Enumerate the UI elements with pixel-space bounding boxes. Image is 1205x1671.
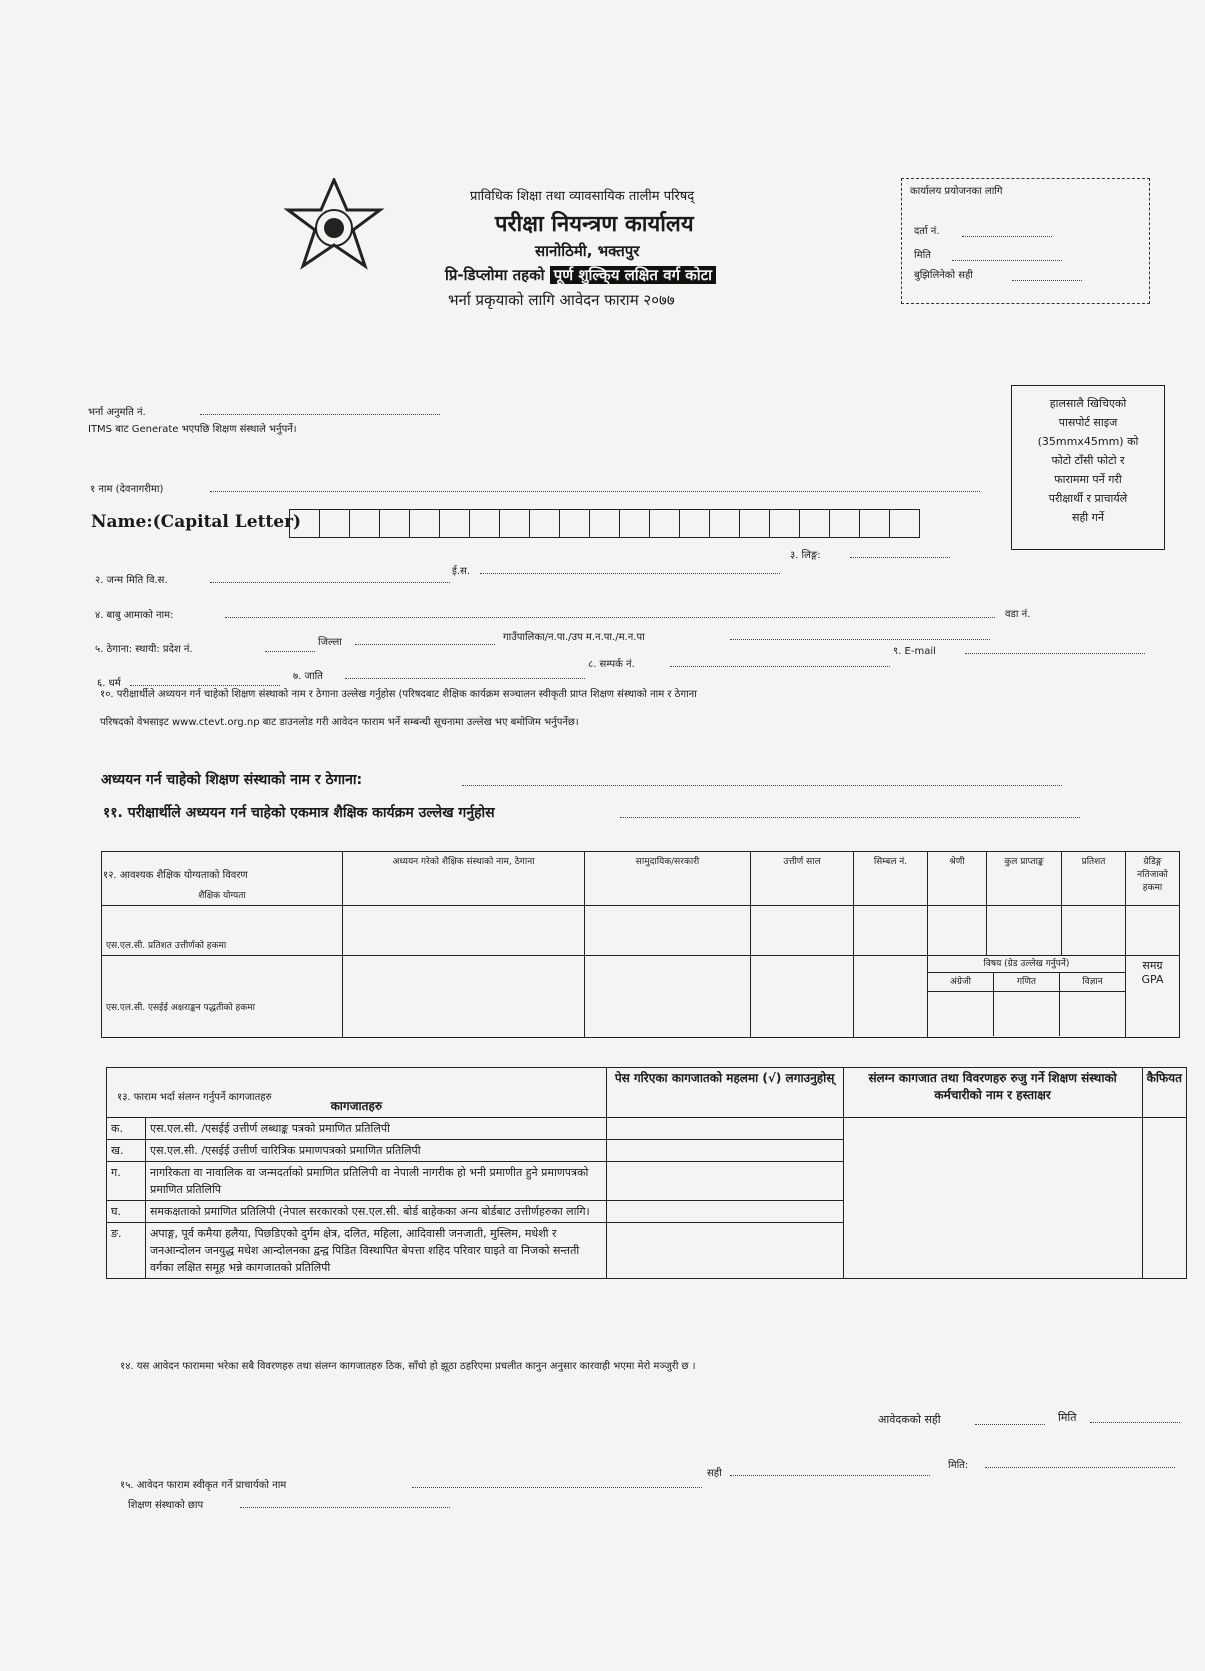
col-institution: अध्ययन गरेको शैक्षिक संस्थाको नाम, ठेगाना <box>343 852 585 906</box>
municipality-line[interactable] <box>730 639 990 640</box>
qualification-table <box>101 851 1180 1038</box>
dob-ad-line[interactable] <box>480 573 780 574</box>
office-date-line[interactable] <box>952 260 1062 261</box>
dob-ad-label: ई.स. <box>452 566 471 577</box>
item12-title: १२. आवश्यक शैक्षिक योग्यताको विवरण <box>103 870 248 881</box>
applicant-date-line[interactable] <box>1090 1422 1180 1423</box>
subject-english: अंग्रेजी <box>928 973 994 991</box>
principal-name-line[interactable] <box>412 1487 702 1488</box>
col-symbol: सिम्बल नं. <box>854 852 928 906</box>
col-docs: कागजातहरु <box>107 1068 607 1118</box>
gender-label: ३. लिङ्ग: <box>790 550 821 561</box>
name-english-label: Name:(Capital Letter) <box>91 512 302 532</box>
ward-label: वडा नं. <box>1005 609 1031 620</box>
institution-label: अध्ययन गर्न चाहेको शिक्षण संस्थाको नाम र ठेगाना: <box>101 772 363 788</box>
star-emblem-icon <box>283 178 385 280</box>
table-row: ङ. अपाङ्ग, पूर्व कमैया हलैया, पिछडिएको दुर्गम क्षेत्र, दलित, महिला, आदिवासी जनजाती, मुस्लिम, मधेशी र जनआन्दोलन जनयुद्ध मधेश आन्दोलनका द्वन्द्व पिडित विस्थापित बेपत्ता शहिद परिवार घाइते वा निजको सन्तती वर्गका लक्षित समूह भन्ने कागजातको प्रतिलिपी <box>107 1223 1187 1279</box>
district-label: जिल्ला <box>318 637 342 648</box>
institution-line[interactable] <box>462 785 1062 786</box>
col-remarks: कैफियत <box>1142 1068 1186 1118</box>
item15-label: १५. आवेदन फाराम स्वीकृत गर्ने प्राचार्यको नाम <box>120 1480 287 1491</box>
office-box-title: कार्यालय प्रयोजनका लागि <box>910 186 1003 197</box>
col-grading: ग्रेडिङ्ग नतिजाको हकमा <box>1126 852 1180 906</box>
table-row: क. एस.एल.सी. /एसईई उत्तीर्ण लब्धाङ्क पत्रको प्रमाणित प्रतिलिपी <box>107 1118 1187 1140</box>
program-line <box>445 265 716 285</box>
table-row <box>102 906 1180 956</box>
photo-line-6: परीक्षार्थी र प्राचार्यले <box>1048 492 1128 505</box>
dob-bs-line[interactable] <box>210 582 450 583</box>
religion-label: ६. धर्म <box>97 678 121 689</box>
table-row: घ. समकक्षताको प्रमाणित प्रतिलिपी (नेपाल सरकारको एस.एल.सी. बोर्ड बाहेकका अन्य बोर्डबाट उत्तीर्णहरुका लागि। <box>107 1201 1187 1223</box>
total-gpa-label: समग्र GPA <box>1126 956 1180 1038</box>
table-row: ख. एस.एल.सी. /एसईई उत्तीर्ण चारित्रिक प्रमाणपत्रको प्रमाणित प्रतिलिपी <box>107 1140 1187 1162</box>
program-highlight: पूर्ण शुल्कि्य लक्षित वर्ग कोटा <box>550 266 716 284</box>
item14-declaration: १४. यस आवेदन फाराममा भरेका सबै विवरणहरु तथा संलग्न कागजातहरु ठिक, साँचो हो झूठा ठहरिएमा प्रचलीत कानुन अनुसार कारवाही भएमा मेरो मञ्जुरी छ । <box>120 1361 696 1372</box>
council-name: प्राविधिक शिक्षा तथा व्यावसायिक तालीम परिषद् <box>470 189 695 204</box>
parents-label: ४. बाबु आमाको नाम: <box>95 610 174 621</box>
col-percent: प्रतिशत <box>1062 852 1126 906</box>
program-prefix: प्रि-डिप्लोमा तहको <box>445 266 545 284</box>
office-use-box <box>901 178 1150 304</box>
documents-table <box>106 1067 1187 1279</box>
stamp-line[interactable] <box>240 1507 450 1508</box>
form-title: भर्ना प्रकृयाको लागि आवेदन फाराम २०७७ <box>448 291 675 309</box>
contact-line[interactable] <box>670 666 890 667</box>
gender-line[interactable] <box>850 557 950 558</box>
office-reg-no-line[interactable] <box>962 236 1052 237</box>
name-devanagari-label: १ नाम (देवनागरीमा) <box>90 484 164 495</box>
item10-line1: १०. परीक्षार्थीले अध्ययन गर्न चाहेको शिक्षण संस्थाको नाम र ठेगाना उल्लेख गर्नुहोस (परिषदबाट शैक्षिक कार्यक्रम सञ्चालन स्वीकृती प्राप्त शिक्षण संस्थाको नाम र ठेगाना <box>100 689 697 700</box>
dob-label: २. जन्म मिति वि.स. <box>95 575 168 586</box>
stamp-label: शिक्षण संस्थाको छाप <box>128 1500 204 1511</box>
table-row <box>102 956 1180 1038</box>
photo-line-1: हालसालै खिचिएको <box>1049 397 1127 410</box>
col-qualification: शैक्षिक योग्यता <box>102 852 343 906</box>
subject-science: विज्ञान <box>1082 977 1103 987</box>
photo-line-5: फाराममा पर्ने गरी <box>1054 473 1122 486</box>
table-row: ग. नागरिकता वा नावालिक वा जन्मदर्ताको प्रमाणित प्रतिलिपी वा नेपाली नागरीक हो भनी प्रमाणीत हुने प्रमाणपत्रको प्रमाणित प्रतिलिपि <box>107 1162 1187 1201</box>
applicant-sign-label: आवेदकको सही <box>878 1413 941 1426</box>
col-verify: संलग्न कागजात तथा विवरणहरु रुजु गर्ने शिक्षण संस्थाको कर्मचारीको नाम र हस्ताक्षर <box>843 1068 1142 1118</box>
photo-line-2: पासपोर्ट साइज <box>1058 416 1118 429</box>
province-line[interactable] <box>265 651 315 652</box>
name-devanagari-line[interactable] <box>210 491 980 492</box>
office-receiver-line[interactable] <box>1012 280 1082 281</box>
office-location: सानोठिमी, भक्तपुर <box>535 242 640 260</box>
col-pass-year: उत्तीर्ण साल <box>751 852 854 906</box>
address-label: ५. ठेगाना: स्थायी: प्रदेश नं. <box>95 644 193 655</box>
subject-math: गणित <box>994 973 1060 991</box>
principal-date-label: मिति: <box>948 1460 969 1471</box>
email-label: ९. E-mail <box>893 646 936 657</box>
col-community: सामुदायिक/सरकारी <box>585 852 751 906</box>
item11-label: ११. परीक्षार्थीले अध्ययन गर्न चाहेको एकमात्र शैक्षिक कार्यक्रम उल्लेख गर्नुहोस <box>103 805 495 821</box>
photo-line-7: सही गर्ने <box>1072 511 1104 524</box>
principal-sign-label: सही <box>707 1468 722 1479</box>
subjects-title: विषय (ग्रेड उल्लेख गर्नुपर्ने) <box>928 956 1125 973</box>
applicant-sign-line[interactable] <box>975 1424 1045 1425</box>
col-total: कुल प्राप्ताङ्क <box>987 852 1062 906</box>
admission-note: ITMS बाट Generate भएपछि शिक्षण संस्थाले भर्नुपर्ने। <box>88 424 297 435</box>
col-division: श्रेणी <box>928 852 987 906</box>
principal-sign-line[interactable] <box>730 1475 930 1476</box>
municipality-label: गाउँपालिका/न.पा./उप म.न.पा./म.न.पा <box>503 632 645 643</box>
item10-line2: परिषदको वेभसाइट www.ctevt.org.np बाट डाउनलोड गरी आवेदन फाराम भर्ने सम्बन्धी सूचनामा उल्लेख भए बमोजिम भर्नुपर्नेछ। <box>100 717 579 728</box>
item13-title: १३. फाराम भर्दा संलग्न गर्नुपर्ने कागजातहरु <box>117 1092 272 1103</box>
office-reg-no-label: दर्ता नं. <box>914 226 940 237</box>
office-name: परीक्षा नियन्त्रण कार्यालय <box>495 212 694 237</box>
contact-label: ८. सम्पर्क नं. <box>588 659 635 670</box>
district-line[interactable] <box>355 644 495 645</box>
admission-label: भर्ना अनुमति नं. <box>88 407 146 418</box>
photo-line-3: (35mmx45mm) को <box>1037 435 1139 448</box>
caste-line[interactable] <box>345 678 585 679</box>
email-line[interactable] <box>965 653 1145 654</box>
applicant-date-label: मिति <box>1058 1411 1077 1424</box>
row-slc-percent: एस.एल.सी. प्रतिशत उत्तीर्णको हकमा <box>106 941 227 951</box>
col-submitted: पेस गरिएका कागजातको महलमा (√) लगाउनुहोस् <box>606 1068 843 1118</box>
parents-line[interactable] <box>225 617 995 618</box>
photo-box[interactable] <box>1011 385 1165 550</box>
office-date-label: मिति <box>914 250 931 261</box>
program-line[interactable] <box>620 817 1080 818</box>
row-slc-grade: एस.एल.सी. एसईई अक्षराङ्कन पद्धतीको हकमा <box>106 1003 255 1013</box>
principal-date-line[interactable] <box>985 1467 1175 1468</box>
office-receiver-label: बुझिलिनेको सही <box>914 270 973 281</box>
caste-label: ७. जाति <box>293 671 323 682</box>
admission-line[interactable] <box>200 414 440 415</box>
name-letter-boxes[interactable] <box>290 509 920 538</box>
photo-line-4: फोटो टाँसी फोटो र <box>1051 454 1125 467</box>
